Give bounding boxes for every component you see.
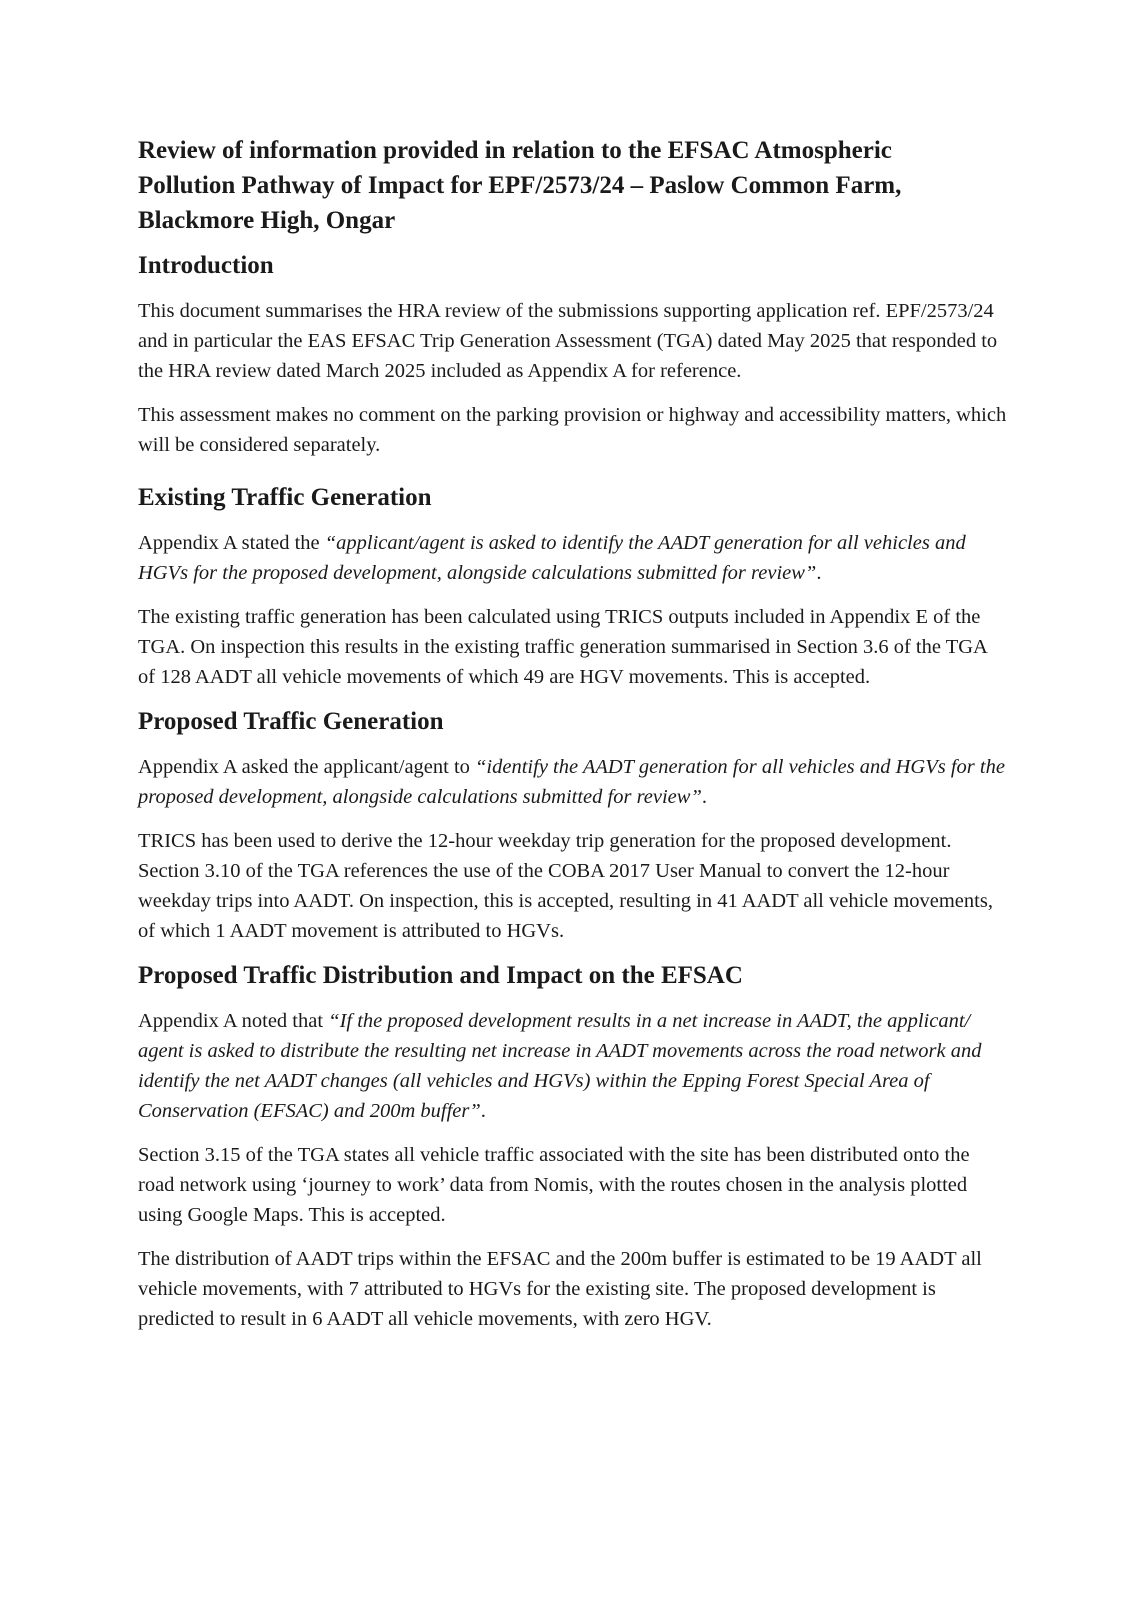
proposed-traffic-paragraph-2: TRICS has been used to derive the 12-hour weekday trip generation for the proposed development. Section 3.10 of the TGA references the use of the COBA 2017 User Manual to convert the 12-hour weekday trips into AADT. On inspection, this is accepted, resulting in 41 AADT all vehicle movements, of which 1 AADT movement is attributed to HGVs. bbox=[138, 830, 993, 942]
proposed-traffic-quote: “identify the AADT generation for all vehicles and HGVs for the proposed development, alongside calculations submitted for review” bbox=[138, 756, 1005, 808]
distribution-heading: Proposed Traffic Distribution and Impact on the EFSAC bbox=[138, 962, 743, 989]
proposed-traffic-text-end: . bbox=[701, 786, 707, 808]
distribution-section bbox=[138, 960, 1008, 1334]
existing-traffic-paragraph-1 bbox=[138, 528, 1008, 588]
proposed-traffic-heading: Proposed Traffic Generation bbox=[138, 708, 444, 735]
introduction-heading: Introduction bbox=[138, 252, 274, 279]
distribution-paragraph-1 bbox=[138, 1006, 1008, 1126]
distribution-quote: “If the proposed development results in a net increase in AADT, the applicant/ agent is asked to distribute the resulting net increase in AADT movements across the road network and identify the net AADT changes (all vehicles and HGVs) within the Epping Forest Special Area of Conservation (EFSAC) and 200m buffer” bbox=[138, 1010, 982, 1122]
existing-traffic-quote: “applicant/agent is asked to identify the AADT generation for all vehicles and HGVs for the proposed development, alongside calculations submitted for review” bbox=[138, 532, 966, 584]
distribution-paragraph-3: The distribution of AADT trips within the EFSAC and the 200m buffer is estimated to be 19 AADT all vehicle movements, with 7 attributed to HGVs for the existing site. The proposed development is predicted to result in 6 AADT all vehicle movements, with zero HGV. bbox=[138, 1248, 982, 1330]
distribution-paragraph-2: Section 3.15 of the TGA states all vehicle traffic associated with the site has been distributed onto the road network using ‘journey to work’ data from Nomis, with the routes chosen in the analysis plotted using Google Maps. This is accepted. bbox=[138, 1144, 970, 1226]
existing-traffic-paragraph-2: The existing traffic generation has been calculated using TRICS outputs included in Appendix E of the TGA. On inspection this results in the existing traffic generation summarised in Section 3.6 of the TGA of 128 AADT all vehicle movements of which 49 are HGV movements. This is accepted. bbox=[138, 606, 987, 688]
distribution-text-end: . bbox=[480, 1100, 486, 1122]
existing-traffic-text-end: . bbox=[816, 562, 822, 584]
proposed-traffic-paragraph-1 bbox=[138, 752, 1008, 812]
introduction-paragraph-2: This assessment makes no comment on the parking provision or highway and accessibility matters, which will be considered separately. bbox=[138, 404, 1007, 456]
introduction-paragraph-1: This document summarises the HRA review of the submissions supporting application ref. EPF/2573/24 and in particular the EAS EFSAC Trip Generation Assessment (TGA) dated May 2025 that responded to the HRA review dated March 2025 included as Appendix A for reference. bbox=[138, 300, 998, 382]
document-title: Review of information provided in relation to the EFSAC Atmospheric Pollution Pathway of Impact for EPF/2573/24 – Paslow Common Farm, Blackmore High, Ongar bbox=[138, 137, 902, 234]
proposed-traffic-section bbox=[138, 706, 1008, 946]
existing-traffic-section bbox=[138, 482, 1008, 692]
introduction-section bbox=[138, 250, 1008, 460]
existing-traffic-heading: Existing Traffic Generation bbox=[138, 484, 432, 511]
proposed-traffic-text: Appendix A asked the applicant/agent to bbox=[138, 756, 476, 778]
existing-traffic-text: Appendix A stated the bbox=[138, 532, 325, 554]
document-page bbox=[138, 133, 1008, 1348]
distribution-text: Appendix A noted that bbox=[138, 1010, 329, 1032]
